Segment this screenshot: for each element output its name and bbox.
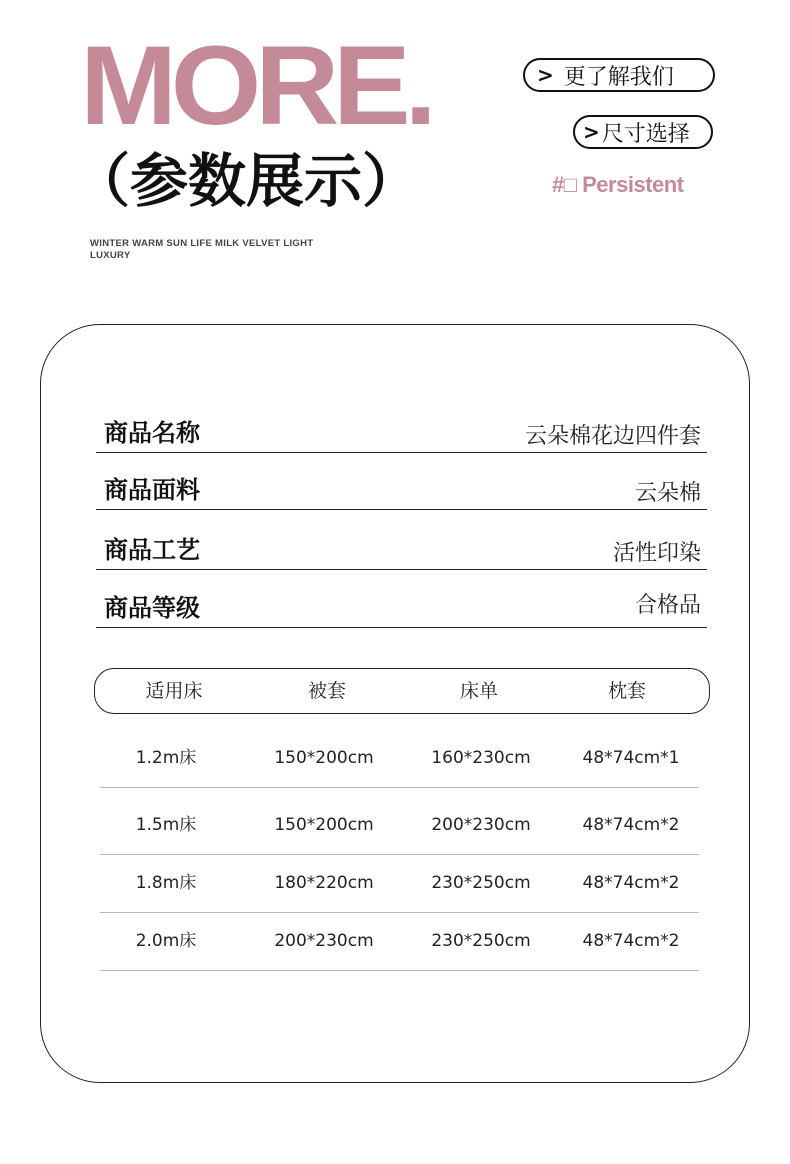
table-cell: 180*220cm [274,873,374,893]
spec-value: 云朵棉花边四件套 [524,424,701,449]
hero-title: MORE. [80,23,431,148]
table-cell: 48*74cm*2 [582,931,680,951]
spec-value: 活性印染 [612,541,701,566]
column-header: 枕套 [607,680,647,702]
column-header: 被套 [307,680,347,702]
spec-row-fabric [96,469,707,510]
table-cell: 48*74cm*1 [582,748,680,768]
table-row [100,796,699,855]
spec-label: 商品工艺 [104,536,200,564]
table-cell: 150*200cm [274,748,374,768]
table-cell: 48*74cm*2 [582,815,680,835]
table-cell: 1.5m床 [135,815,197,835]
table-cell: 2.0m床 [135,931,197,951]
table-cell: 200*230cm [431,815,531,835]
table-cell: 160*230cm [431,748,531,768]
table-row [100,854,699,913]
size-select-label: 尺寸选择 [601,121,690,147]
size-table-header [94,668,710,714]
spec-value: 云朵棉 [634,481,701,506]
spec-label: 商品名称 [104,419,200,447]
hashtag-label: #□ Persistent [552,172,684,197]
spec-label: 商品等级 [104,594,200,622]
chevron-right-icon: > [537,63,554,87]
spec-value: 合格品 [634,593,701,618]
table-cell: 230*250cm [431,931,531,951]
spec-row-grade [96,587,707,628]
column-header: 适用床 [145,680,203,702]
spec-row-craft [96,529,707,570]
table-cell: 48*74cm*2 [582,873,680,893]
spec-row-name [96,412,707,453]
learn-more-label: 更了解我们 [563,64,674,90]
table-row [100,912,699,971]
chevron-right-icon: > [583,120,600,144]
size-select-button[interactable] [573,115,713,149]
table-cell: 1.8m床 [135,873,197,893]
page-subtitle: （参数展示） [72,147,421,215]
table-cell: 200*230cm [274,931,374,951]
tagline: WINTER WARM SUN LIFE MILK VELVET LIGHT LUXURY [90,238,314,261]
learn-more-button[interactable] [523,58,715,92]
column-header: 床单 [459,680,499,702]
table-cell: 230*250cm [431,873,531,893]
table-cell: 150*200cm [274,815,374,835]
table-cell: 1.2m床 [135,748,197,768]
spec-label: 商品面料 [104,476,200,504]
table-row [100,729,699,788]
